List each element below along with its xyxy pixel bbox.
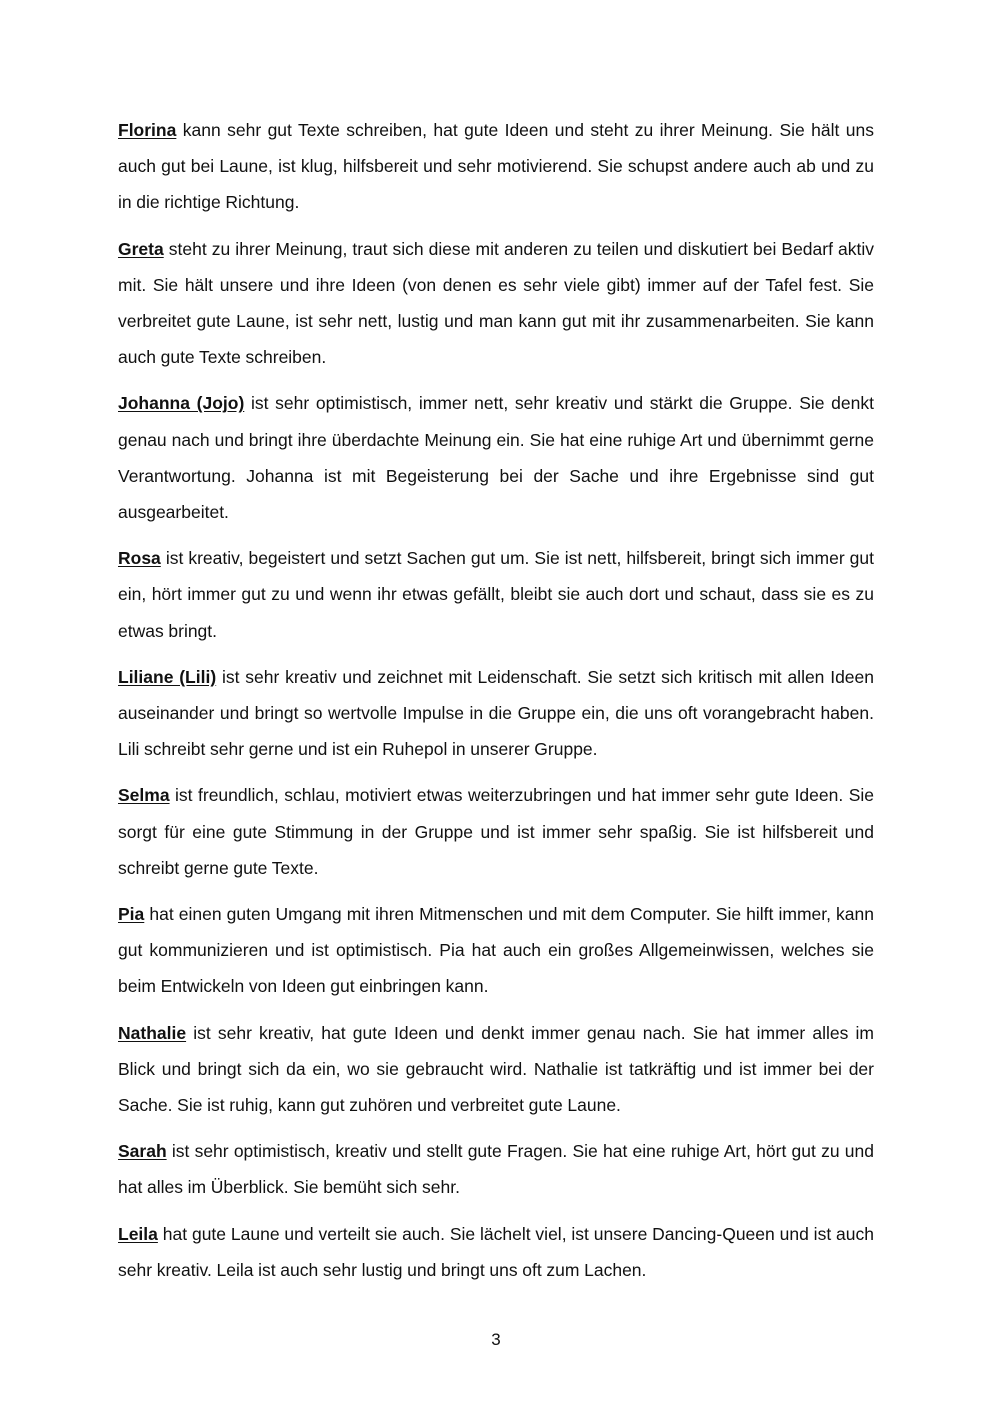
- paragraph-text: ist sehr kreativ und zeichnet mit Leidenschaft. Sie setzt sich kritisch mit allen Ideen auseinander und bringt so wertvolle Impulse in die Gruppe ein, die uns oft vorangebracht haben. Lili schreibt sehr gerne und ist ein Ruhepol in unserer Gruppe.: [118, 666, 874, 760]
- paragraph-leila: [118, 1216, 874, 1288]
- person-name: Pia: [118, 904, 145, 925]
- person-name: Nathalie: [118, 1022, 187, 1043]
- person-name: Sarah: [118, 1141, 167, 1162]
- paragraph-rosa: [118, 540, 874, 649]
- paragraph-text: ist sehr optimistisch, immer nett, sehr kreativ und stärkt die Gruppe. Sie denkt genau nach und bringt ihre überdachte Meinung ein. Sie hat eine ruhige Art und übernimmt gerne Verantwortung. Johanna ist mit Begeisterung bei der Sache und ihre Ergebnisse sind gut ausgearbeitet.: [118, 393, 874, 523]
- page-number: 3: [491, 1330, 501, 1349]
- person-name: Florina: [118, 120, 177, 140]
- paragraph-greta: [118, 231, 874, 376]
- paragraph-selma: [118, 777, 874, 886]
- person-name: Liliane (Lili): [118, 666, 217, 687]
- paragraph-sarah: [118, 1133, 874, 1205]
- person-name: Greta: [118, 238, 164, 259]
- paragraph-florina: [118, 112, 874, 221]
- paragraph-johanna: [118, 385, 874, 530]
- paragraph-text: ist sehr optimistisch, kreativ und stellt gute Fragen. Sie hat eine ruhige Art, hört gut zu und hat alles im Überblick. Sie bemüht sich sehr.: [118, 1141, 874, 1198]
- document-body: [118, 112, 874, 1298]
- person-name: Leila: [118, 1223, 158, 1244]
- person-name: Johanna (Jojo): [118, 393, 245, 414]
- paragraph-liliane: [118, 659, 874, 768]
- paragraph-pia: [118, 896, 874, 1005]
- paragraph-text: ist kreativ, begeistert und setzt Sachen gut um. Sie ist nett, hilfsbereit, bringt sich immer gut ein, hört immer gut zu und wenn ihr etwas gefällt, bleibt sie auch dort und schaut, dass sie es zu etwas bringt.: [118, 548, 874, 641]
- person-name: Selma: [118, 785, 170, 806]
- paragraph-text: kann sehr gut Texte schreiben, hat gute Ideen und steht zu ihrer Meinung. Sie hält uns auch gut bei Laune, ist klug, hilfsbereit und sehr motivierend. Sie schupst andere auch ab und zu in die richtige Richtung.: [118, 120, 874, 213]
- paragraph-text: steht zu ihrer Meinung, traut sich diese mit anderen zu teilen und diskutiert bei Bedarf aktiv mit. Sie hält unsere und ihre Ideen (von denen es sehr viele gibt) immer auf der Tafel fest. Sie verbreitet gute Laune, ist sehr nett, lustig und man kann gut mit ihr zusammenarbeiten. Sie kann auch gute Texte schreiben.: [118, 238, 874, 368]
- paragraph-nathalie: [118, 1015, 874, 1124]
- person-name: Rosa: [118, 548, 161, 569]
- paragraph-text: hat gute Laune und verteilt sie auch. Sie lächelt viel, ist unsere Dancing-Queen und ist auch sehr kreativ. Leila ist auch sehr lustig und bringt uns oft zum Lachen.: [118, 1223, 874, 1280]
- paragraph-text: ist sehr kreativ, hat gute Ideen und denkt immer genau nach. Sie hat immer alles im Blick und bringt sich da ein, wo sie gebraucht wird. Nathalie ist tatkräftig und ist immer bei der Sache. Sie ist ruhig, kann gut zuhören und verbreitet gute Laune.: [118, 1022, 874, 1116]
- paragraph-text: hat einen guten Umgang mit ihren Mitmenschen und mit dem Computer. Sie hilft immer, kann gut kommunizieren und ist optimistisch. Pia hat auch ein großes Allgemeinwissen, welches sie beim Entwickeln von Ideen gut einbringen kann.: [118, 904, 874, 997]
- paragraph-text: ist freundlich, schlau, motiviert etwas weiterzubringen und hat immer sehr gute Ideen. Sie sorgt für eine gute Stimmung in der Gruppe und ist immer sehr spaßig. Sie ist hilfsbereit und schreibt gerne gute Texte.: [118, 785, 874, 878]
